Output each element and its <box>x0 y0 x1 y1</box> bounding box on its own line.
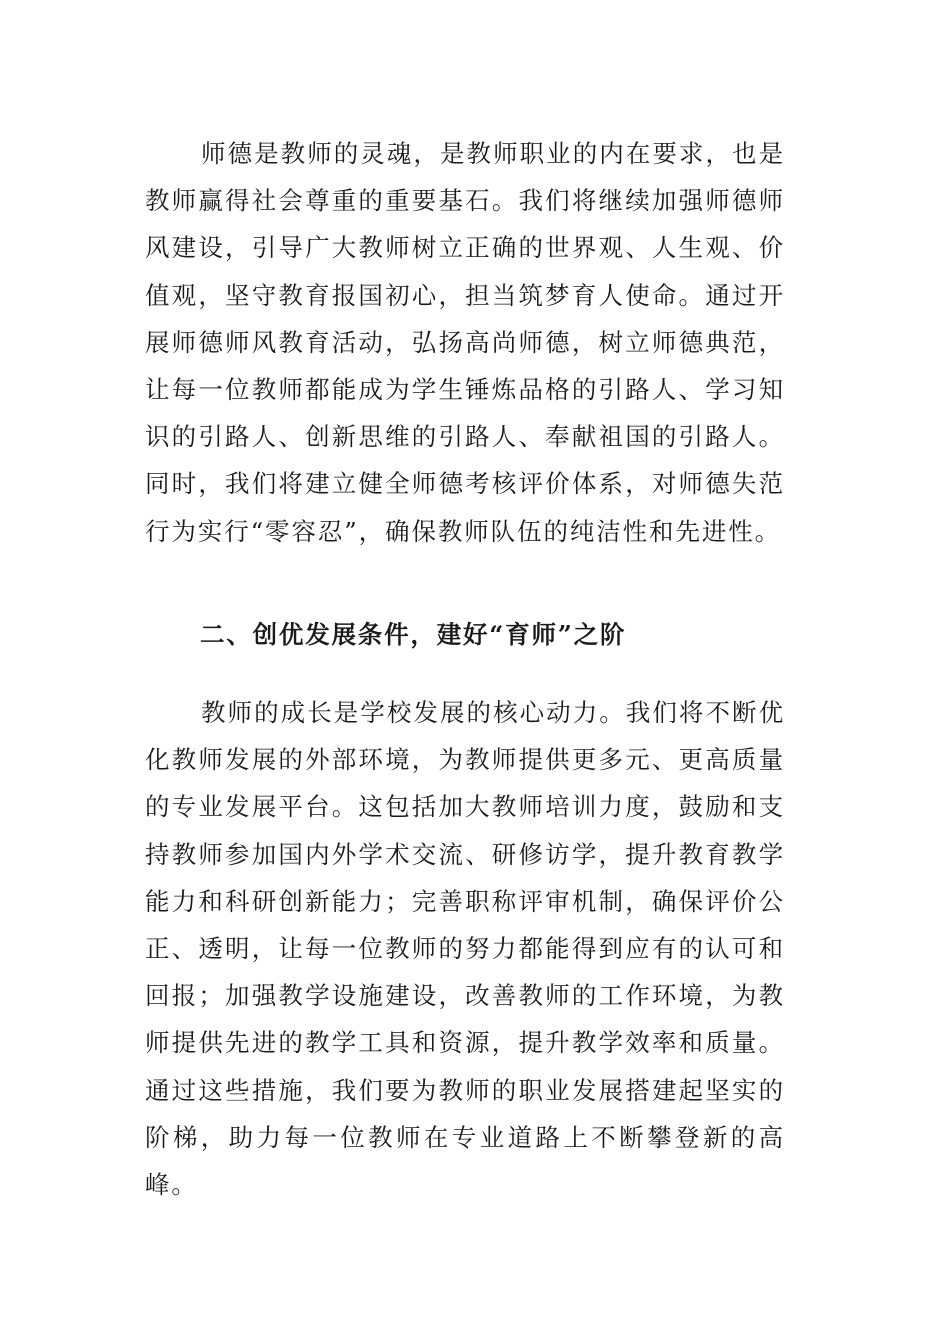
body-paragraph-teacher-ethics: 师德是教师的灵魂，是教师职业的内在要求，也是教师赢得社会尊重的重要基石。我们将继续加强师德师风建设，引导广大教师树立正确的世界观、人生观、价值观，坚守教育报国初心，担当筑梦育人使命。通过开展师德师风教育活动，弘扬高尚师德，树立师德典范，让每一位教师都能成为学生锤炼品格的引路人、学习知识的引路人、创新思维的引路人、奉献祖国的引路人。同时，我们将建立健全师德考核评价体系，对师德失范行为实行“零容忍”，确保教师队伍的纯洁性和先进性。 <box>145 139 785 546</box>
section-heading: 二、创优发展条件，建好“育师”之阶 <box>200 620 627 649</box>
body-paragraph-teacher-development: 教师的成长是学校发展的核心动力。我们将不断优化教师发展的外部环境，为教师提供更多元、更高质量的专业发展平台。这包括加大教师培训力度，鼓励和支持教师参加国内外学术交流、研修访学，提升教育教学能力和科研创新能力；完善职称评审机制，确保评价公正、透明，让每一位教师的努力都能得到应有的认可和回报；加强教学设施建设，改善教师的工作环境，为教师提供先进的教学工具和资源，提升教学效率和质量。通过这些措施，我们要为教师的职业发展搭建起坚实的阶梯，助力每一位教师在专业道路上不断攀登新的高峰。 <box>145 698 785 1200</box>
